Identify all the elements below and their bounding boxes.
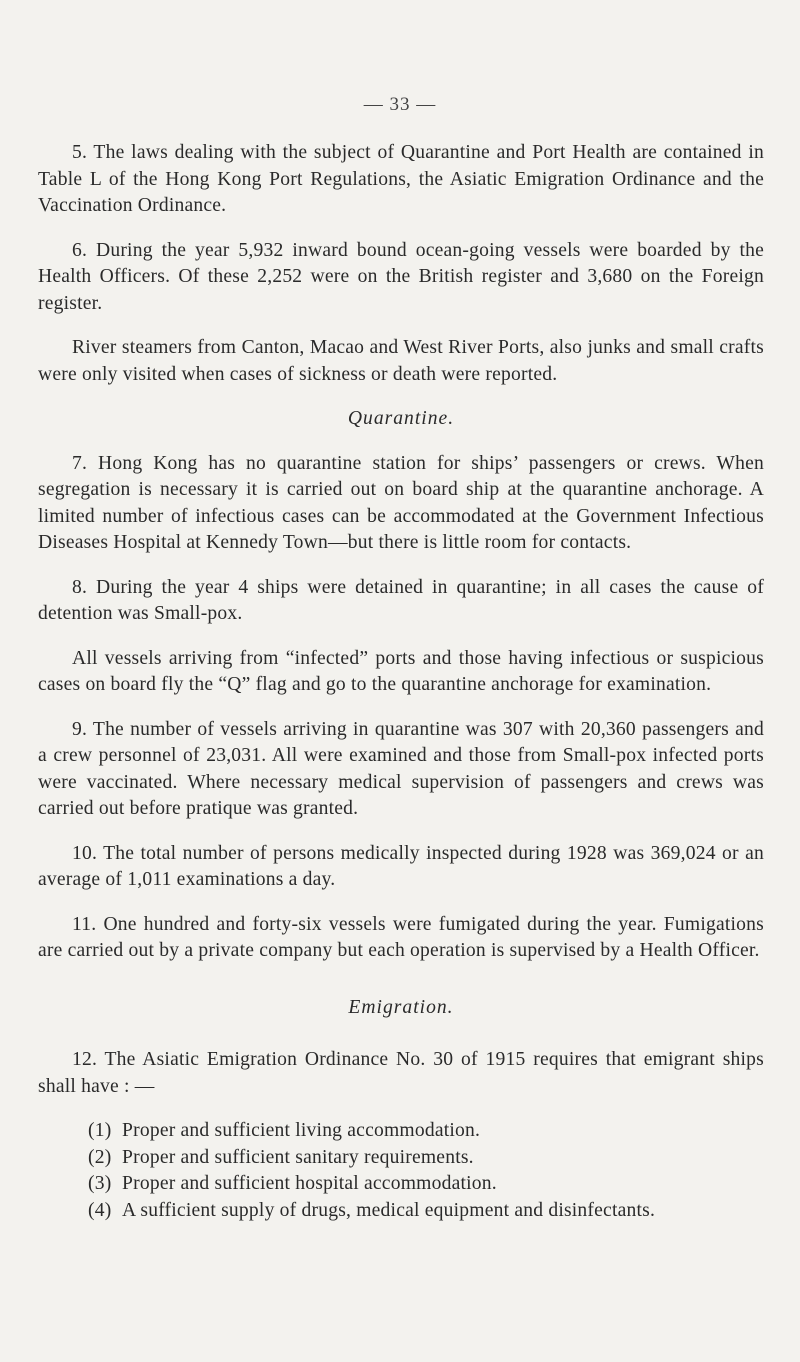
page-number: — 33 — [363, 94, 437, 115]
list-item-text: Proper and sufficient living accommodation. [122, 1120, 481, 1141]
requirements-list [88, 1118, 764, 1224]
list-item-text: Proper and sufficient hospital accommodation. [122, 1173, 497, 1194]
list-item-number: (2) [88, 1146, 112, 1168]
list-item [88, 1145, 764, 1172]
paragraph-5: 5. The laws dealing with the subject of Quarantine and Port Health are contained in Table L of the Hong Kong Port Regulations, the Asiatic Emigration Ordinance and the Vaccination Ordinance. [38, 142, 764, 216]
paragraph-8: 8. During the year 4 ships were detained in quarantine; in all cases the cause of detention was Small-pox. [38, 576, 764, 624]
list-item [88, 1118, 764, 1145]
paragraph-9: 9. The number of vessels arriving in quarantine was 307 with 20,360 passengers and a crew personnel of 23,031. All were examined and those from Small-pox infected ports were vaccinated. Where necessary medical supervision of passengers and crews was carried out before pratique was granted. [38, 718, 764, 819]
document-body [38, 140, 764, 1224]
list-item-number: (4) [88, 1199, 112, 1221]
paragraph-12: 12. The Asiatic Emigration Ordinance No. 30 of 1915 requires that emigrant ships shall have : — [38, 1049, 764, 1097]
list-item [88, 1171, 764, 1198]
list-item-text: A sufficient supply of drugs, medical equipment and disinfectants. [122, 1199, 656, 1221]
paragraph-10: 10. The total number of persons medically inspected during 1928 was 369,024 or an average of 1,011 examinations a day. [38, 842, 764, 890]
paragraph-6: 6. During the year 5,932 inward bound ocean-going vessels were boarded by the Health Officers. Of these 2,252 were on the British register and 3,680 on the Foreign register. [38, 239, 764, 314]
list-item-number: (3) [88, 1173, 112, 1194]
list-item-number: (1) [88, 1120, 112, 1141]
list-item [88, 1198, 764, 1225]
section-heading-emigration: Emigration. [348, 996, 454, 1018]
list-item-text: Proper and sufficient sanitary requirements. [122, 1146, 474, 1168]
paragraph-11: 11. One hundred and forty-six vessels were fumigated during the year. Fumigations are carried out by a private company but each operation is supervised by a Health Officer. [38, 913, 764, 961]
paragraph-q-flag: All vessels arriving from “infected” ports and those having infectious or suspicious cases on board fly the “Q” flag and go to the quarantine anchorage for examination. [38, 647, 764, 695]
section-heading-quarantine: Quarantine. [347, 408, 455, 429]
paragraph-7: 7. Hong Kong has no quarantine station for ships’ passengers or crews. When segregation is necessary it is carried out on board ship at the quarantine anchorage. A limited number of infectious cases can be accommodated at the Government Infectious Diseases Hospital at Kennedy Town—but there is little room for contacts. [38, 452, 764, 553]
paragraph-river-steamers: River steamers from Canton, Macao and West River Ports, also junks and small crafts were only visited when cases of sickness or death were reported. [38, 337, 764, 385]
